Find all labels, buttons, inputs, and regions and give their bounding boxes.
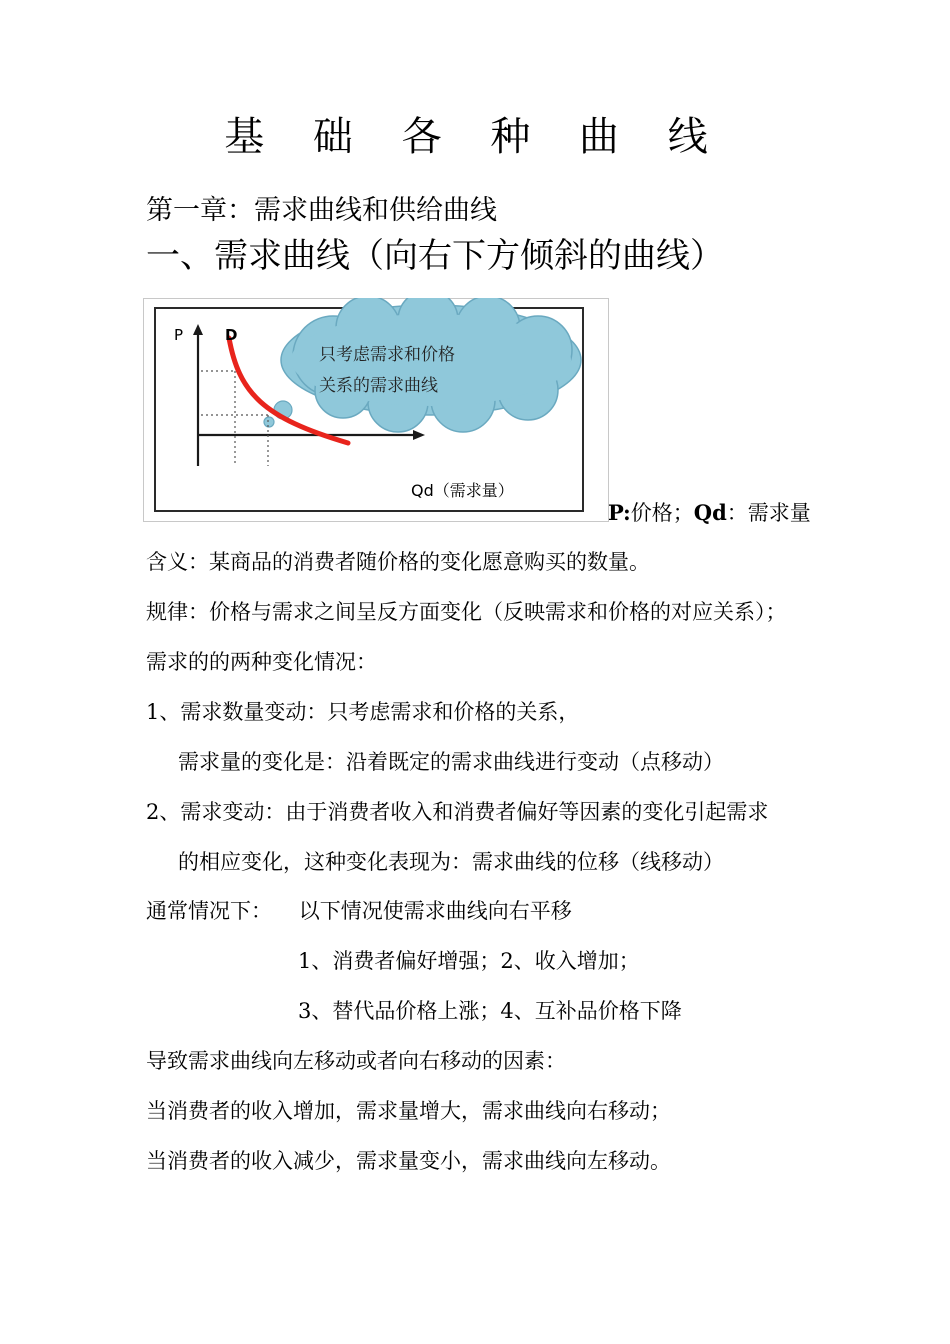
x-axis-label: Qd（需求量） <box>411 481 514 500</box>
caption-p-text: 价格； <box>630 501 694 525</box>
income-down-line: 当消费者的收入减少，需求量变小，需求曲线向左移动。 <box>146 1149 671 1173</box>
law-line: 规律：价格与需求之间呈反方面变化（反映需求和价格的对应关系）； <box>146 600 787 624</box>
two-changes-line: 需求的的两种变化情况： <box>146 650 377 674</box>
item1-line: 1、需求数量变动：只考虑需求和价格的关系， <box>146 700 580 724</box>
d-curve-label: D <box>225 326 238 344</box>
p-axis-label: P <box>174 326 184 344</box>
chapter-heading: 第一章：需求曲线和供给曲线 <box>146 195 497 226</box>
factors-line: 导致需求曲线向左移动或者向右移动的因素： <box>146 1049 566 1073</box>
cloud-text-line1: 只考虑需求和价格 <box>319 345 455 365</box>
caption-qd: Qd <box>693 500 727 525</box>
item1-sub-line: 需求量的变化是：沿着既定的需求曲线进行变动（点移动） <box>178 750 724 774</box>
item2-sub-line: 的相应变化，这种变化表现为：需求曲线的位移（线移动） <box>178 850 724 874</box>
page-title: 基 础 各 种 曲 线 <box>224 114 726 160</box>
figure-caption <box>608 497 811 527</box>
condition-line-2: 3、替代品价格上涨；4、互补品价格下降 <box>298 999 682 1023</box>
cloud-text-line2: 关系的需求曲线 <box>319 376 438 396</box>
item2-line: 2、需求变动：由于消费者收入和消费者偏好等因素的变化引起需求 <box>146 800 769 824</box>
income-up-line: 当消费者的收入增加，需求量增大，需求曲线向右移动； <box>146 1099 671 1123</box>
caption-qd-text: ：需求量 <box>726 501 811 525</box>
section-heading: 一、需求曲线（向右下方倾斜的曲线） <box>146 236 724 276</box>
demand-curve-figure <box>143 298 609 522</box>
meaning-line: 含义：某商品的消费者随价格的变化愿意购买的数量。 <box>146 550 650 574</box>
usually-line: 通常情况下： 以下情况使需求曲线向右平移 <box>146 899 572 923</box>
condition-line-1: 1、消费者偏好增强；2、收入增加； <box>298 949 640 973</box>
caption-p: P: <box>608 500 631 525</box>
